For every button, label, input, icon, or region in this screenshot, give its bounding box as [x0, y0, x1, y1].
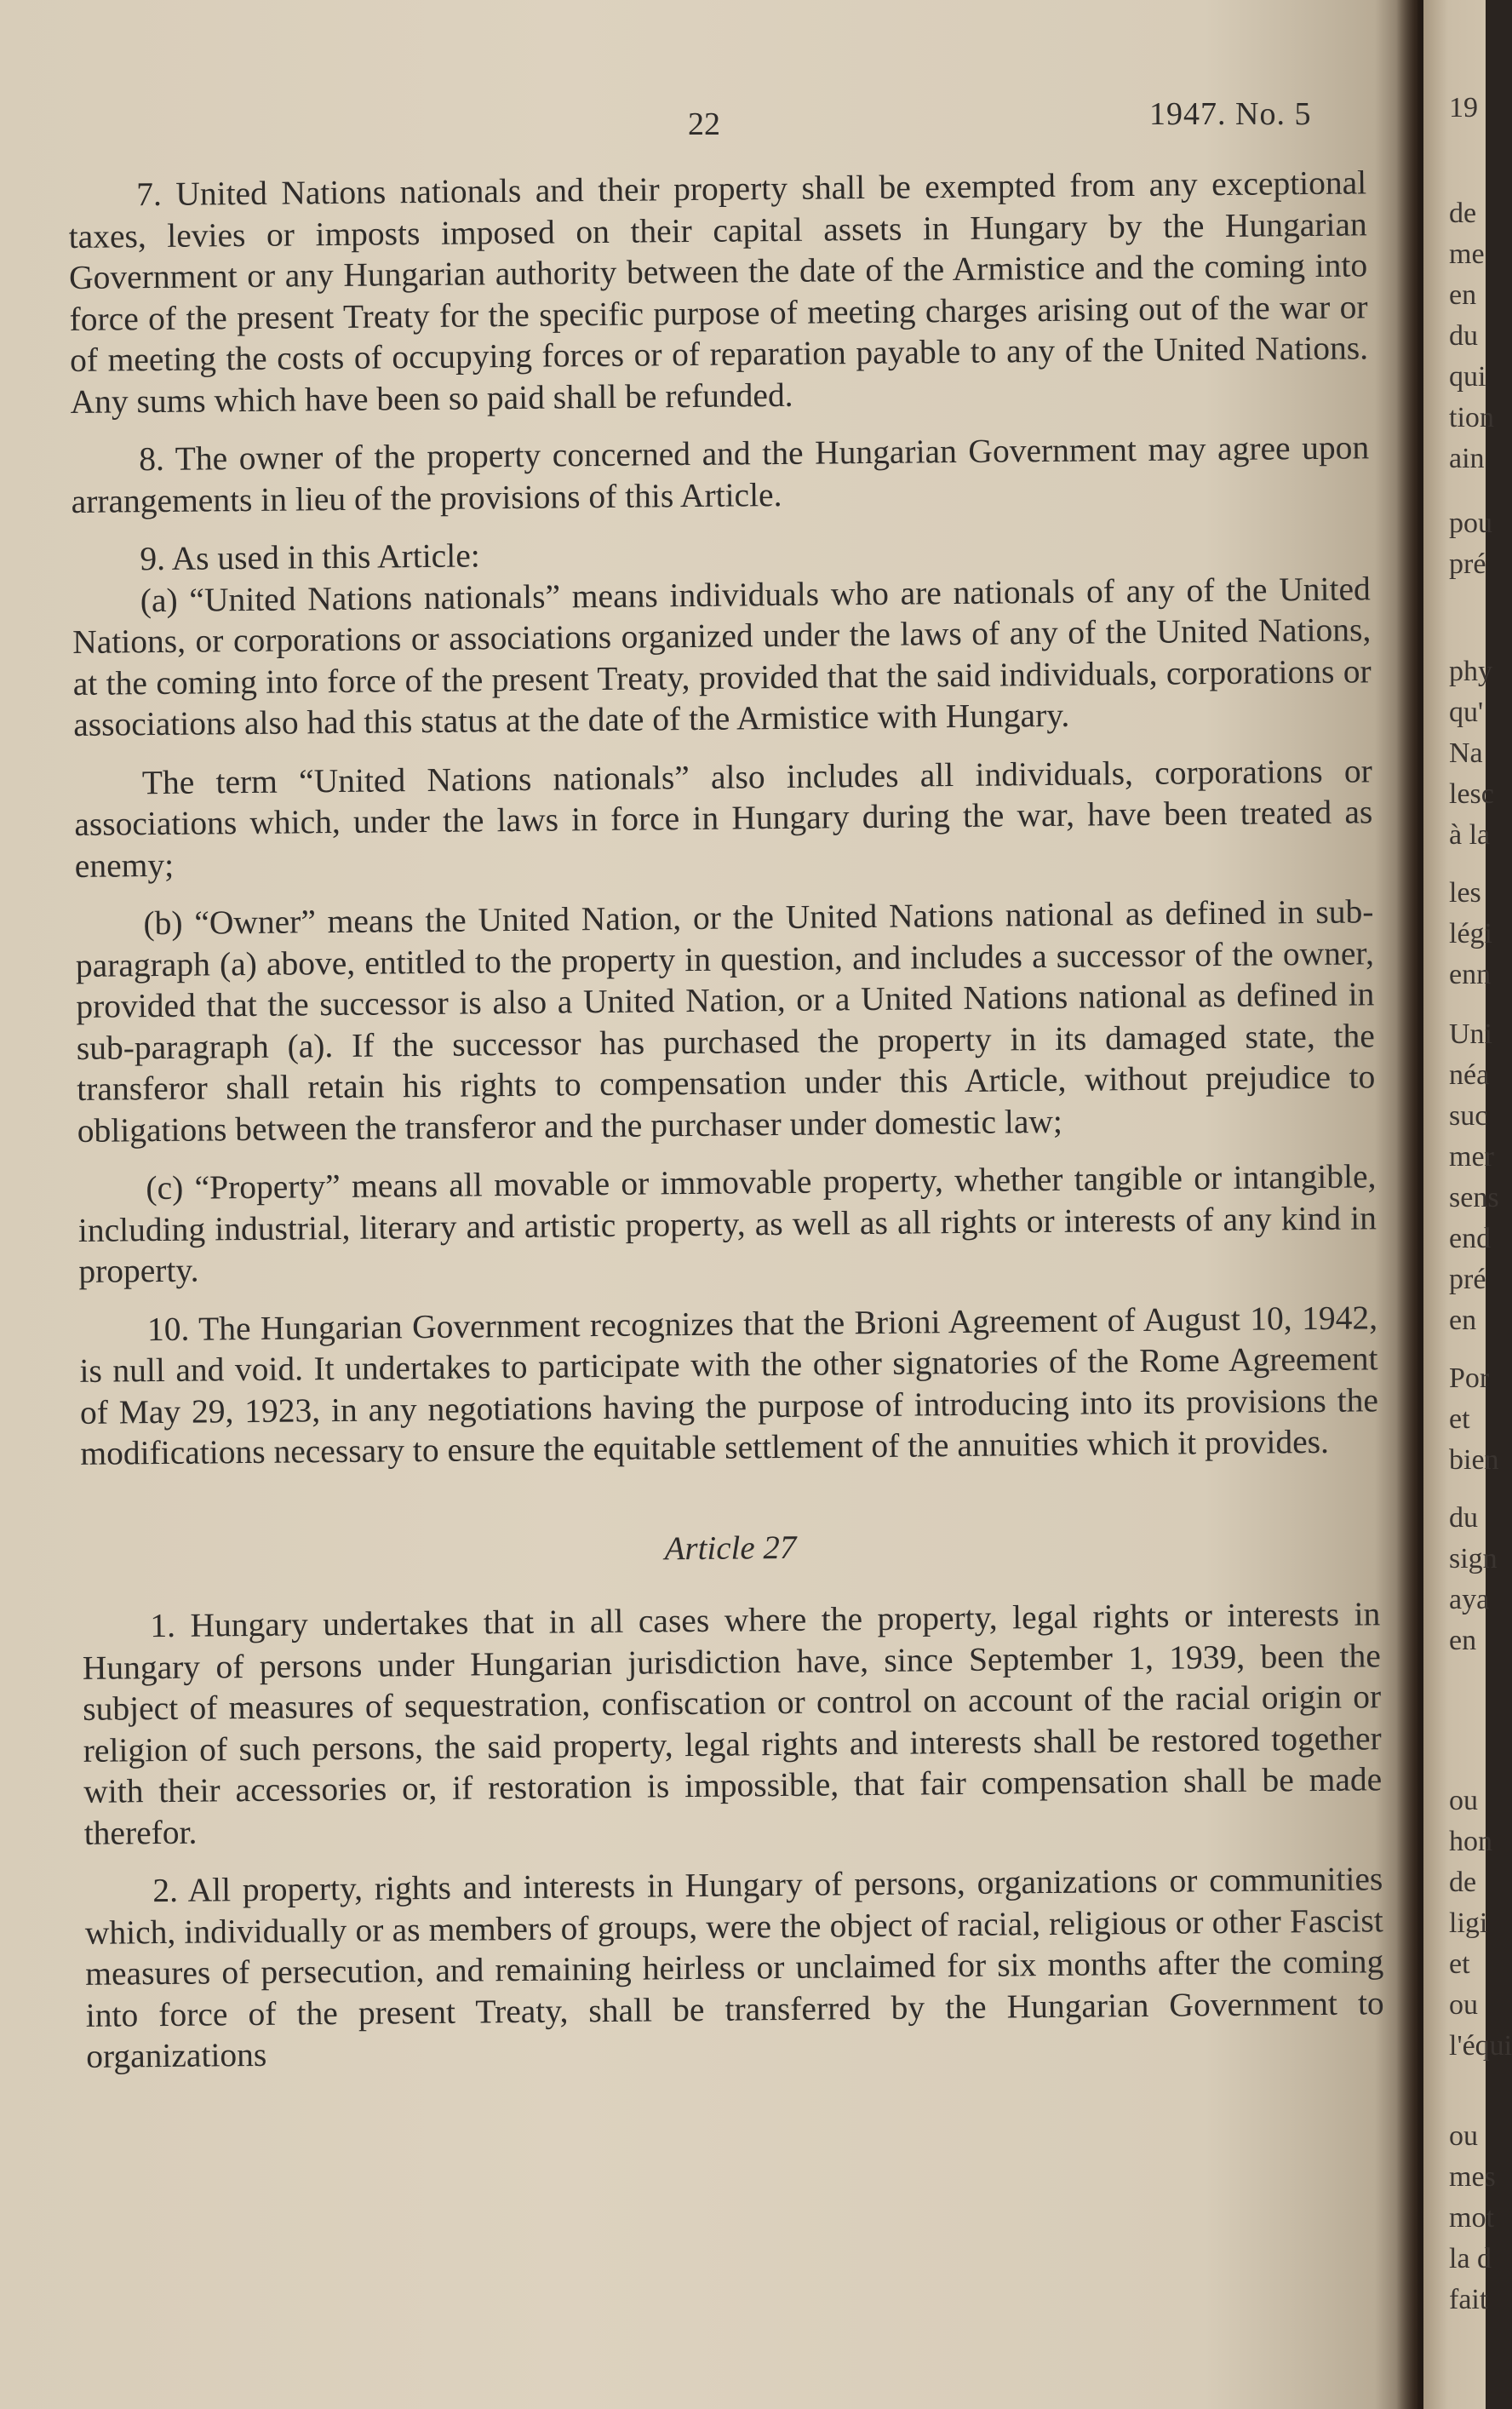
page-header: [0, 95, 1418, 146]
adjacent-fragment: de: [1449, 198, 1477, 229]
adjacent-fragment: aya: [1449, 1584, 1490, 1615]
article-27-paragraph-2: 2. All property, rights and interests in Hungary of persons, organizations or communities which, individually or as members of groups, were the object of racial, religious or other Fascist measures of persecution, and remaining heirless or unclaimed for six months after the coming into force of the present Treaty, shall be transferred by the Hungarian Government to organizations: [84, 1860, 1384, 2075]
adjacent-page-edge: [1423, 0, 1512, 2409]
adjacent-fragment: enn: [1449, 959, 1492, 990]
adjacent-fragment: Na: [1449, 737, 1483, 769]
adjacent-fragment: end: [1449, 1223, 1492, 1254]
adjacent-fragment: ou: [1449, 2120, 1478, 2152]
adjacent-fragment: la d: [1449, 2243, 1492, 2274]
year-and-number: 1947. No. 5: [1149, 96, 1312, 132]
adjacent-fragment: tion: [1449, 402, 1494, 433]
adjacent-fragment: sens: [1449, 1182, 1499, 1213]
adjacent-fragment: ain: [1449, 443, 1485, 474]
adjacent-fragment: hon: [1449, 1826, 1492, 1857]
adjacent-fragment: phy: [1449, 656, 1492, 687]
adjacent-fragment: mer: [1449, 1141, 1494, 1173]
page-number: 22: [688, 106, 720, 142]
adjacent-fragment: fait: [1449, 2284, 1488, 2315]
adjacent-fragment: 19: [1449, 92, 1478, 123]
adjacent-fragment: Por: [1449, 1362, 1490, 1394]
adjacent-fragment: ligi: [1449, 1907, 1488, 1939]
adjacent-fragment: lesc: [1449, 778, 1494, 810]
adjacent-fragment: qui: [1449, 361, 1486, 393]
adjacent-fragment: mes: [1449, 2161, 1496, 2193]
adjacent-fragment: bien: [1449, 1444, 1499, 1476]
adjacent-fragment: et: [1449, 1948, 1470, 1980]
adjacent-fragment: mot: [1449, 2202, 1494, 2234]
adjacent-fragment: sign: [1449, 1543, 1498, 1574]
adjacent-fragment: à la: [1449, 819, 1491, 851]
paragraph-9-b: (b) “Owner” means the United Nation, or the United Nations national as defined in sub-paragraph (a) above, entitled to the property in question, and includes a successor of the owner, provided that the successor is also a United Nation, or a United Nations national as defined in sub-paragraph (a). If the successor has purchased the property in its damaged state, the transferor shall retain his rights to compensation under this Article, without prejudice to obligations between the transferor and the purchaser under domestic law;: [75, 892, 1376, 1150]
article-27-paragraph-1: 1. Hungary undertakes that in all cases where the property, legal rights or interests in Hungary of persons under Hungarian jurisdiction have, since September 1, 1939, been the subject of measures of sequestration, confiscation or control on account of the racial origin or religion of such persons, the said property, legal rights and interests shall be restored together with their accessories or, if restoration is impossible, that fair compensation shall be made therefor.: [82, 1595, 1383, 1852]
adjacent-fragment: suc: [1449, 1100, 1488, 1132]
adjacent-fragment: du: [1449, 1502, 1478, 1534]
paragraph-10: 10. The Hungarian Government recognizes that the Brioni Agreement of August 10, 1942, is null and void. It undertakes to participate with the other signatories of the Rome Agreement of May 29, 1923, in any negotiations having the purpose of introducing into its provisions the modifications necessary to ensure the equitable settlement of the annuities which it provides.: [79, 1298, 1379, 1472]
adjacent-fragment: ou: [1449, 1989, 1478, 2021]
adjacent-fragment: qu': [1449, 697, 1484, 728]
adjacent-fragment: pré: [1449, 548, 1486, 580]
adjacent-fragment: en: [1449, 1305, 1477, 1336]
adjacent-fragment: l'équi: [1449, 2030, 1512, 2062]
adjacent-fragment: en: [1449, 279, 1477, 311]
adjacent-fragment: de: [1449, 1867, 1477, 1898]
adjacent-fragment: les: [1449, 877, 1481, 909]
adjacent-fragment: néa: [1449, 1059, 1490, 1091]
adjacent-fragment: pou: [1449, 508, 1492, 539]
article-heading: Article 27: [664, 1529, 797, 1567]
adjacent-fragment: Uni: [1449, 1018, 1492, 1050]
paragraph-9-intro: 9. As used in this Article:: [140, 536, 480, 578]
page-body: [68, 162, 1385, 2094]
adjacent-fragment: pré: [1449, 1264, 1486, 1295]
adjacent-fragment: en: [1449, 1625, 1477, 1656]
paragraph-7: 7. United Nations nationals and their property shall be exempted from any exceptional taxes, levies or imposts imposed on their capital assets in Hungary by the Hungarian Government or any Hungarian authority between the date of the Armistice and the coming into force of the present Treaty for the specific purpose of meeting charges arising out of the war or of meeting the costs of occupying forces or of reparation payable to any of the United Nations. Any sums which have been so paid shall be refunded.: [68, 163, 1369, 421]
paragraph-9-a: (a) “United Nations nationals” means individuals who are nationals of any of the United Nations, or corporations or associations organized under the laws of any of the United Nations, at the coming into force of the present Treaty, provided that the said individuals, corporations or associations also had this status at the date of the Armistice with Hungary.: [72, 569, 1372, 743]
paragraph-9-a-term: The term “United Nations nationals” also includes all individuals, corporations or associations which, under the laws in force in Hungary during the war, have been treated as enemy;: [74, 751, 1373, 885]
paragraph-9-c: (c) “Property” means all movable or immovable property, whether tangible or intangible, including industrial, literary and artistic property, as well as all rights or interests of any kind in property.: [77, 1157, 1377, 1290]
adjacent-fragment: du: [1449, 320, 1478, 352]
adjacent-fragment: ou: [1449, 1785, 1478, 1816]
adjacent-fragment: légi: [1449, 918, 1492, 949]
adjacent-fragment: et: [1449, 1403, 1470, 1435]
paragraph-8: 8. The owner of the property concerned and the Hungarian Government may agree upon arrangements in lieu of the provisions of this Article.: [71, 428, 1370, 520]
adjacent-fragment: me: [1449, 238, 1485, 270]
